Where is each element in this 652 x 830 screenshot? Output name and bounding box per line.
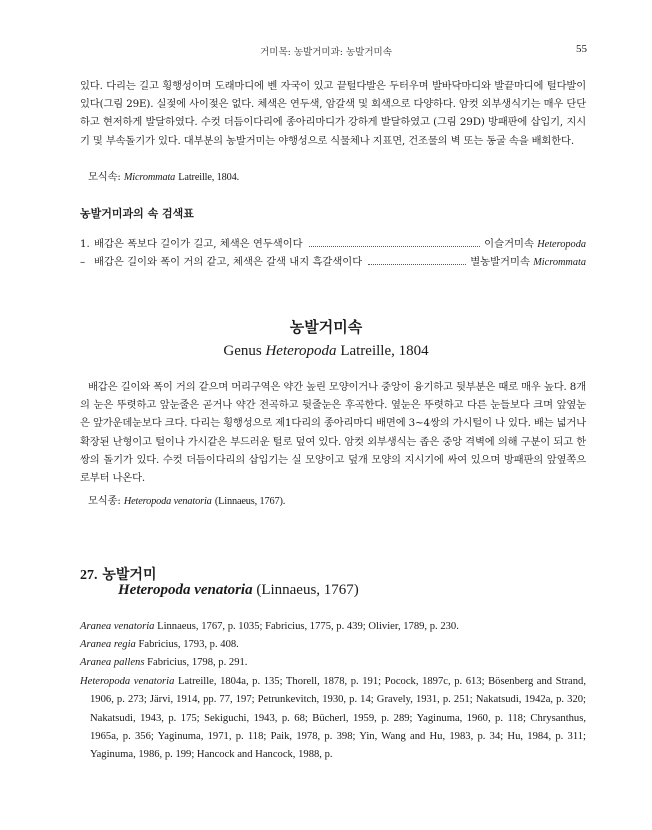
species-heading-latin [118,582,359,599]
type-genus-name: Micrommata [123,172,176,183]
type-genus-line [80,168,594,187]
key-leader-dots [368,264,466,265]
species-author: (Linnaeus, 1767) [256,582,359,598]
key-line-1 [80,235,586,250]
synonym-name: Aranea venatoria [80,621,155,632]
key-line-text: 배갑은 폭보다 길이가 길고, 체색은 연두색이다 [94,238,303,250]
key-result [484,235,586,250]
genus-word: Genus [223,343,262,359]
genus-title-latin [0,343,652,360]
synonym-name: Aranea pallens [80,657,145,668]
synonym-entry [80,618,586,636]
synonym-name: Aranea regia [80,639,136,650]
page-number: 55 [576,43,587,55]
key-result-korean: 별농발거미속 [470,256,530,268]
key-result-latin: Heteropoda [537,239,586,250]
key-line-text: 배갑은 길이와 폭이 거의 같고, 체색은 갈색 내지 흑갈색이다 [94,256,363,268]
synonym-entry [80,673,586,764]
synonym-refs: Latreille, 1804a, p. 135; Thorell, 1878, p. 191; Pocock, 1897c, p. 613; Bösenberg and Strand, 1906, p. 273; Järvi, 1914, pp. 77, 197; Petrunkevitch, 1930, p. 14; Gravely, 1931, p. 251; Nakatsudi, 1942a, p. 320; Nakatsudi, 1943, p. 175; Sekiguchi, 1943, p. 68; Bücherl, 1959, p. 289; Yaginuma, 1960, p. 118; Chrysanthus, 1965a, p. 356; Yaginuma, 1971, p. 118; Paik, 1978, p. 398; Yin, Wang and Hu, 1983, p. 34; Hu, 1984, p. 311; Yaginuma, 1986, p. 199; Hancock and Hancock, 1988, p. [90,676,586,761]
species-heading-korean [80,564,156,584]
type-genus-label: 모식속: [88,171,121,183]
key-result [470,253,586,268]
type-species-name: Heteropoda venatoria [123,496,212,507]
genus-description: 배갑은 길이와 폭이 거의 같으며 머리구역은 약간 높린 모양이거나 중앙이 융기하고 뒷부분은 때로 매우 높다. 8개의 눈은 뚜렷하고 앞눈줄은 곧거나 약간 전곡하고 뒷줄눈은 후곡한다. 옆눈은 뚜렷하고 다른 눈들보다 크며 앞옆눈은 앞가운데눈보다 크다. 다리는 횡행성으로 제1다리의 종아리마디 배면에 3~4쌍의 가시털이 나 있다. 배는 넓거나 확장된 난형이고 털이나 가시같은 부드러운 털로 덮여 있다. 암컷 외부생식는 좁은 중앙 격벽에 의해 구분이 되고 한 쌍의 돌기가 있다. 수컷 더듬이다리의 삽입기는 실 모양이고 덮개 모양의 지시기에 싸여 있으며 방패판의 앞옆쪽으로부터 나온다. [80,381,586,485]
species-number: 27. [80,568,98,583]
species-name-korean: 농발거미 [102,567,157,583]
key-line-2 [80,253,586,268]
synonym-refs: Linnaeus, 1767, p. 1035; Fabricius, 1775, p. 439; Olivier, 1789, p. 230. [157,621,459,632]
genus-author: Latreille, 1804 [340,343,429,359]
type-genus-author: Latreille, 1804. [178,172,240,183]
synonym-name: Heteropoda venatoria [80,676,175,687]
key-result-latin: Micrommata [533,257,586,268]
genus-name: Heteropoda [265,343,337,359]
synonym-entry [80,636,586,654]
key-line-number: 1. [80,238,90,250]
synonym-refs: Fabricius, 1793, p. 408. [138,639,239,650]
synonym-entry [80,654,586,672]
type-species-author: (Linnaeus, 1767). [214,496,286,507]
type-species-label: 모식종: [88,495,121,507]
synonym-refs: Fabricius, 1798, p. 291. [147,657,248,668]
genus-title-korean: 농발거미속 [289,318,363,336]
intro-paragraph: 있다. 다리는 길고 횡행성이며 도래마디에 벤 자국이 있고 끝털다발은 두터우며 발바닥마디와 발끝마디에 털다발이 있다(그림 29E). 실젖에 사이젖은 없다. 체색은 연두색, 암갈색 및 회색으로 다양하다. 암컷 외부생식기는 매우 단단하고 현저하게 발달하였다. 수컷 더듬이다리에 종아리마디가 강하게 발달하였고 (그림 29D) 방패판에 삽입기, 지시기 및 부속돌기가 있다. 대부분의 농발거미는 야행성으로 식물체나 지표면, 건조물의 벽 또는 동굴 속을 배회한다. [80,80,586,147]
key-line-number: – [80,256,86,268]
key-leader-dots [309,246,481,247]
type-species-line [80,492,594,511]
running-header: 거미목: 농발거미과: 농발거미속 [260,47,392,58]
key-heading: 농발거미과의 속 검색표 [80,207,194,220]
species-name-latin: Heteropoda venatoria [118,582,253,598]
key-result-korean: 이슬거미속 [484,238,534,250]
